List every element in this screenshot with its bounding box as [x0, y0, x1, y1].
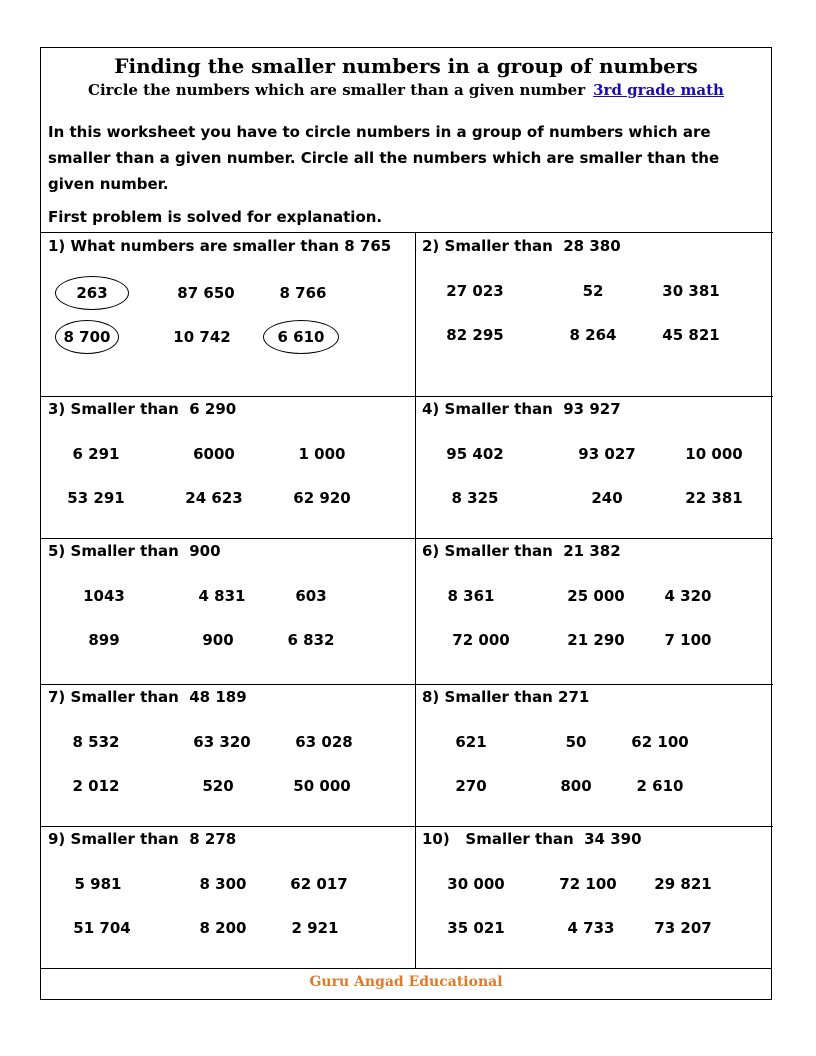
number-option[interactable]: 24 623: [185, 489, 243, 507]
number-option[interactable]: 7 100: [664, 631, 712, 649]
number-option[interactable]: 87 650: [177, 284, 235, 302]
problem-label: 3) Smaller than 6 290: [48, 400, 237, 418]
number-option[interactable]: 21 290: [567, 631, 625, 649]
first-problem-note: First problem is solved for explanation.: [48, 208, 383, 226]
problem-3: [41, 396, 415, 538]
number-option[interactable]: 1043: [83, 587, 125, 605]
number-option[interactable]: 73 207: [654, 919, 712, 937]
number-option[interactable]: 29 821: [654, 875, 712, 893]
problem-5: [41, 538, 415, 684]
number-option[interactable]: 6 610: [277, 328, 325, 346]
number-option[interactable]: 63 028: [295, 733, 353, 751]
number-option[interactable]: 6 832: [287, 631, 335, 649]
problem-1: [41, 233, 415, 396]
number-option[interactable]: 2 921: [291, 919, 339, 937]
number-option[interactable]: 800: [560, 777, 592, 795]
number-option[interactable]: 52: [582, 282, 604, 300]
number-option[interactable]: 62 100: [631, 733, 689, 751]
problem-label: 10) Smaller than 34 390: [422, 830, 642, 848]
number-option[interactable]: 900: [202, 631, 234, 649]
problem-label: 9) Smaller than 8 278: [48, 830, 237, 848]
number-option[interactable]: 72 100: [559, 875, 617, 893]
problem-10: [415, 826, 773, 969]
number-option[interactable]: 35 021: [447, 919, 505, 937]
number-option[interactable]: 621: [455, 733, 487, 751]
number-option[interactable]: 50 000: [293, 777, 351, 795]
problem-label: 6) Smaller than 21 382: [422, 542, 621, 560]
number-option[interactable]: 8 264: [569, 326, 617, 344]
number-option[interactable]: 72 000: [452, 631, 510, 649]
problem-8: [415, 684, 773, 826]
worksheet-title: Finding the smaller numbers in a group of numbers: [114, 54, 698, 78]
number-option[interactable]: 62 017: [290, 875, 348, 893]
number-option[interactable]: 8 532: [72, 733, 120, 751]
number-option[interactable]: 30 381: [662, 282, 720, 300]
problem-6: [415, 538, 773, 684]
problem-label: 7) Smaller than 48 189: [48, 688, 247, 706]
number-option[interactable]: 8 361: [447, 587, 495, 605]
number-option[interactable]: 2 012: [72, 777, 120, 795]
number-option[interactable]: 6000: [193, 445, 235, 463]
number-option[interactable]: 22 381: [685, 489, 743, 507]
problem-label: 5) Smaller than 900: [48, 542, 221, 560]
number-option[interactable]: 263: [76, 284, 108, 302]
number-option[interactable]: 53 291: [67, 489, 125, 507]
number-option[interactable]: 62 920: [293, 489, 351, 507]
number-option[interactable]: 4 831: [198, 587, 246, 605]
number-option[interactable]: 6 291: [72, 445, 120, 463]
problem-label: 8) Smaller than 271: [422, 688, 590, 706]
number-option[interactable]: 270: [455, 777, 487, 795]
number-option[interactable]: 45 821: [662, 326, 720, 344]
intro-text: In this worksheet you have to circle numbers in a group of numbers which are smaller than a given number. Circle all the numbers which are smaller than the given number.: [48, 123, 720, 193]
worksheet: [40, 47, 772, 1000]
number-option[interactable]: 4 733: [567, 919, 615, 937]
number-option[interactable]: 8 700: [63, 328, 111, 346]
number-option[interactable]: 10 742: [173, 328, 231, 346]
number-option[interactable]: 51 704: [73, 919, 131, 937]
number-option[interactable]: 8 200: [199, 919, 247, 937]
number-option[interactable]: 240: [591, 489, 623, 507]
footer-brand: Guru Angad Educational: [41, 968, 771, 1002]
number-option[interactable]: 603: [295, 587, 327, 605]
problem-grid: [41, 232, 773, 968]
number-option[interactable]: 30 000: [447, 875, 505, 893]
number-option[interactable]: 520: [202, 777, 234, 795]
problem-label: 2) Smaller than 28 380: [422, 237, 621, 255]
worksheet-subtitle: [41, 81, 771, 99]
subtitle-text: Circle the numbers which are smaller than a given number: [88, 81, 586, 99]
number-option[interactable]: 27 023: [446, 282, 504, 300]
number-option[interactable]: 93 027: [578, 445, 636, 463]
problem-9: [41, 826, 415, 969]
number-option[interactable]: 82 295: [446, 326, 504, 344]
number-option[interactable]: 8 300: [199, 875, 247, 893]
problem-label: 1) What numbers are smaller than 8 765: [48, 237, 392, 255]
number-option[interactable]: 1 000: [298, 445, 346, 463]
number-option[interactable]: 25 000: [567, 587, 625, 605]
number-option[interactable]: 63 320: [193, 733, 251, 751]
number-option[interactable]: 5 981: [74, 875, 122, 893]
problem-label: 4) Smaller than 93 927: [422, 400, 621, 418]
number-option[interactable]: 8 325: [451, 489, 499, 507]
grade-link[interactable]: 3rd grade math: [593, 81, 724, 99]
number-option[interactable]: 8 766: [279, 284, 327, 302]
problem-2: [415, 233, 773, 396]
number-option[interactable]: 2 610: [636, 777, 684, 795]
problem-4: [415, 396, 773, 538]
number-option[interactable]: 4 320: [664, 587, 712, 605]
number-option[interactable]: 50: [565, 733, 587, 751]
number-option[interactable]: 10 000: [685, 445, 743, 463]
problem-7: [41, 684, 415, 826]
number-option[interactable]: 95 402: [446, 445, 504, 463]
number-option[interactable]: 899: [88, 631, 120, 649]
